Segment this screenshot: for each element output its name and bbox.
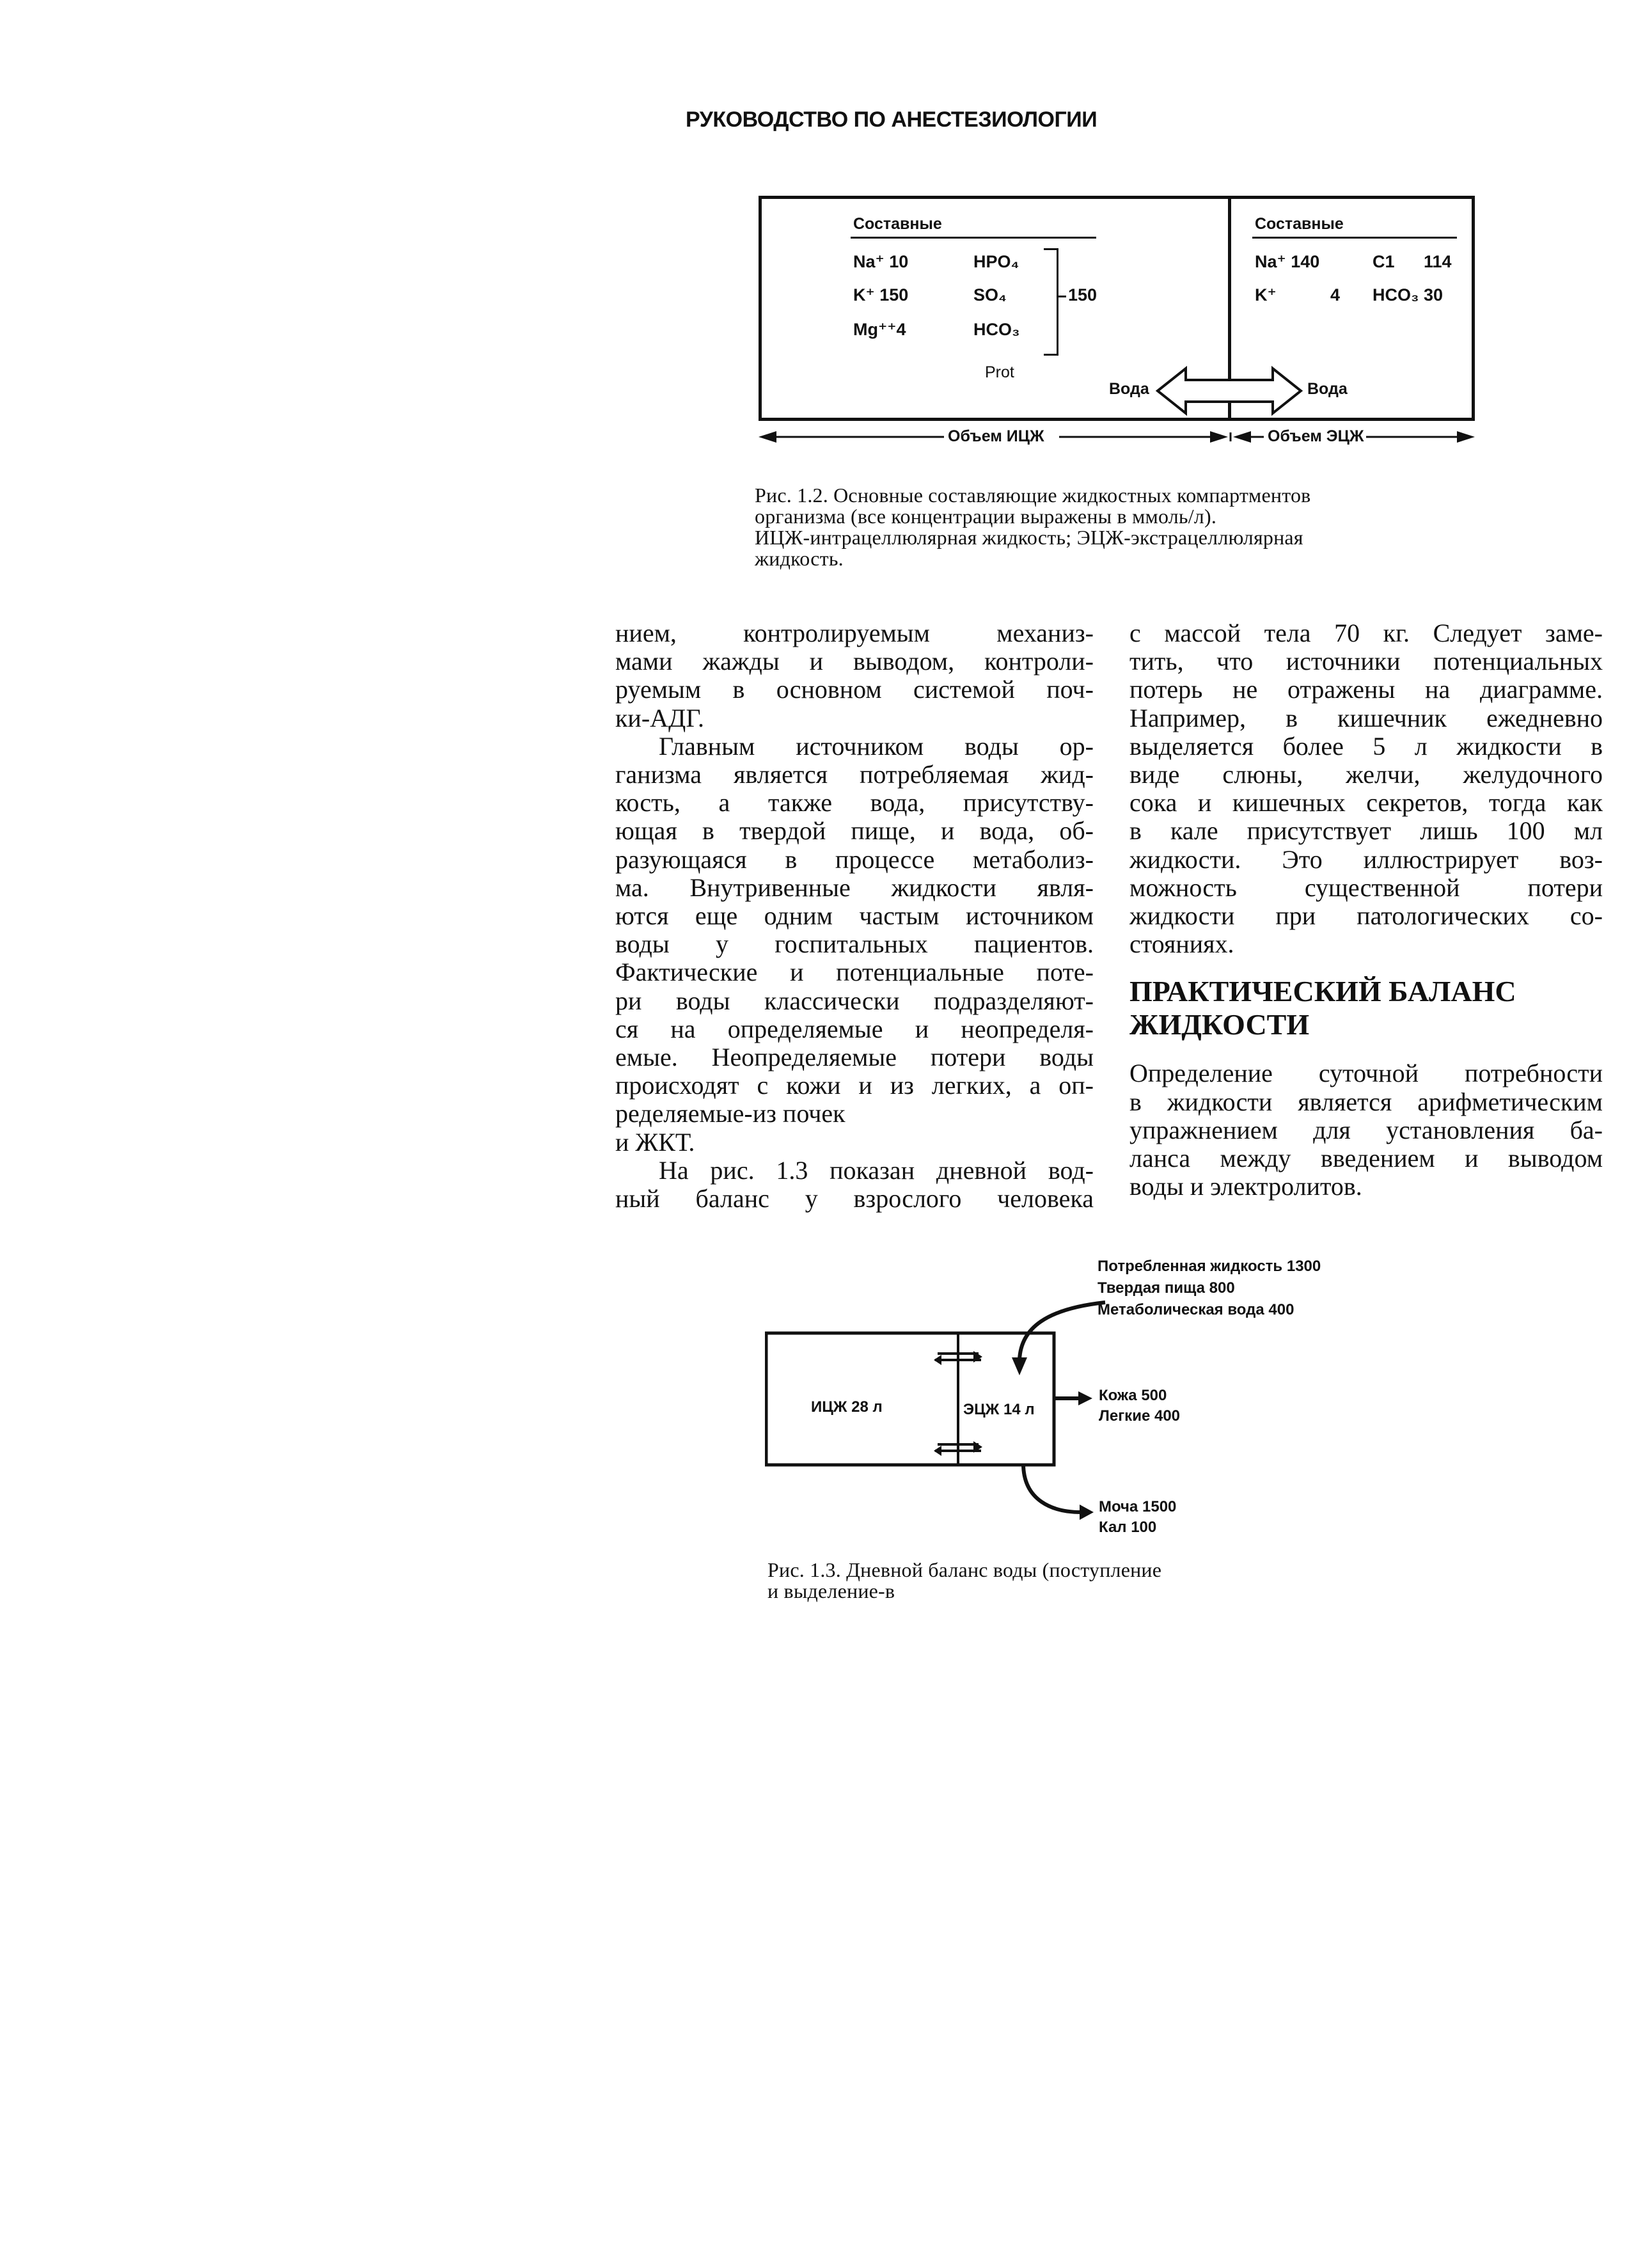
text-line: емые. Неопределяемые потери воды — [615, 1043, 1094, 1072]
section-title-line: ЖИДКОСТИ — [1129, 1008, 1310, 1041]
text-line: ся на определяемые и неопределя- — [615, 1014, 1094, 1043]
text-line: ются еще одним частым источником — [615, 901, 1094, 931]
text-line: упражнением для установления ба- — [1129, 1115, 1603, 1144]
text-line: нием, контролируемым механиз- — [615, 619, 1094, 647]
text-line: ма. Внутривенные жидкости явля- — [615, 873, 1094, 902]
icf-bracket-value: 150 — [1068, 285, 1097, 304]
icf-bracket-tick — [1058, 296, 1066, 297]
right-para-1 — [1129, 619, 1603, 958]
text-line: жидкости при патологических со- — [1129, 901, 1603, 931]
text-line: На рис. 1.3 показан дневной вод- — [659, 1155, 1094, 1185]
water-exchange-double-arrow — [1155, 366, 1303, 416]
text-line: выделяется более 5 л жидкости в — [1129, 731, 1603, 761]
icf-cation-k: K⁺ 150 — [853, 285, 909, 304]
text-line: ри воды классически подразделяют- — [615, 986, 1094, 1015]
ecf-volume-label: ЭЦЖ 14 л — [963, 1401, 1035, 1418]
water-left-label: Вода — [1109, 380, 1149, 398]
text-line: разующаяся в процессе метаболиз- — [615, 844, 1094, 874]
text-line: жидкости. Это иллюстрирует воз- — [1129, 844, 1603, 874]
ecf-anion-hco3: HCO₃ 30 — [1373, 285, 1444, 304]
section-title — [1129, 975, 1603, 1041]
ecf-cation-na: Na⁺ 140 — [1255, 252, 1320, 271]
text-line: с массой тела 70 кг. Следует заме- — [1129, 619, 1603, 647]
text-line: ределяемые-из почек — [615, 1099, 846, 1128]
text-line: Определение суточной потребности — [1129, 1059, 1603, 1088]
ecf-header-underline — [1252, 237, 1457, 239]
text-line: тить, что источники потенциальных — [1129, 647, 1603, 676]
text-line: в жидкости является арифметическим — [1129, 1087, 1603, 1116]
output-skin-label: Кожа 500 — [1099, 1387, 1167, 1404]
caption12-line: организма (все концентрации выражены в ммоль/л). — [755, 505, 1217, 528]
text-line: можность существенной потери — [1129, 873, 1603, 902]
running-head: РУКОВОДСТВО ПО АНЕСТЕЗИОЛОГИИ — [686, 107, 1097, 132]
output-lungs-label: Легкие 400 — [1099, 1407, 1181, 1425]
icf-cation-mg: Mg⁺⁺4 — [853, 320, 906, 339]
left-para-3 — [615, 1157, 1094, 1213]
icf-anion-hco3: HCO₃ — [973, 320, 1020, 339]
left-para-1 — [615, 619, 1094, 732]
icf-anion-so4: SO₄ — [973, 285, 1007, 304]
volume-icf-label: Объем ИЦЖ — [948, 427, 1044, 445]
figure-1-2 — [759, 196, 1477, 455]
text-line: ки-АДГ. — [615, 703, 704, 732]
text-line: ганизма является потребляемая жид- — [615, 760, 1094, 789]
ecf-anion-cl: C1 — [1373, 252, 1395, 271]
text-line: стояниях. — [1129, 929, 1234, 959]
icf-cation-na: Na⁺ 10 — [853, 252, 909, 271]
caption13-line: и выделение-в — [767, 1579, 895, 1602]
text-line: Главным источником воды ор- — [659, 731, 1094, 761]
text-line: виде слюны, желчи, желудочного — [1129, 760, 1603, 789]
text-line: воды и электролитов. — [1129, 1172, 1362, 1201]
figure-1-3 — [765, 1258, 1366, 1552]
icf-header: Составные — [853, 215, 942, 233]
ecf-header: Составные — [1255, 215, 1344, 233]
intake-metabolic-label: Метаболическая вода 400 — [1097, 1301, 1294, 1318]
text-line: происходят с кожи и из легких, а оп- — [615, 1071, 1094, 1100]
text-line: потерь не отражены на диаграмме. — [1129, 675, 1603, 704]
caption12-line: Рис. 1.2. Основные составляющие жидкостных компартментов — [755, 484, 1311, 507]
caption13-line: Рис. 1.3. Дневной баланс воды (поступление — [767, 1558, 1162, 1581]
ecf-anion-cl-value: 114 — [1424, 252, 1452, 271]
water-right-label: Вода — [1307, 380, 1348, 398]
icf-header-underline — [851, 237, 1096, 239]
text-line: воды у госпитальных пациентов. — [615, 929, 1094, 959]
volume-arrows — [759, 427, 1477, 446]
text-line: ющая в твердой пище, и вода, об- — [615, 816, 1094, 846]
figure-1-3-caption — [767, 1560, 1260, 1602]
text-line: в кале присутствует лишь 100 мл — [1129, 816, 1603, 846]
text-line: ный баланс у взрослого человека — [615, 1184, 1094, 1213]
text-line: Например, в кишечник ежедневно — [1129, 703, 1603, 732]
caption12-line: жидкость. — [755, 547, 844, 570]
ecf-cation-k-value: 4 — [1330, 285, 1341, 304]
text-line: и ЖКТ. — [615, 1127, 695, 1157]
icf-volume-label: ИЦЖ 28 л — [811, 1398, 883, 1416]
intake-fluid-label: Потребленная жидкость 1300 — [1097, 1258, 1321, 1275]
ecf-cation-k: K⁺ — [1255, 285, 1277, 304]
section-title-line: ПРАКТИЧЕСКИЙ БАЛАНС — [1129, 975, 1516, 1008]
text-line: руемым в основном системой поч- — [615, 675, 1094, 704]
text-line: сока и кишечных секретов, тогда как — [1129, 788, 1603, 818]
left-para-2 — [615, 732, 1094, 1157]
text-line: мами жажды и выводом, контроли- — [615, 647, 1094, 676]
caption12-line: ИЦЖ-интрацеллюлярная жидкость; ЭЦЖ-экстрацеллюлярная — [755, 526, 1303, 549]
left-column — [615, 619, 1094, 1213]
text-line: кость, а также вода, присутству- — [615, 788, 1094, 818]
right-para-2 — [1129, 1059, 1603, 1201]
text-line: Фактические и потенциальные поте- — [615, 958, 1094, 987]
icf-anion-bracket — [1044, 248, 1058, 356]
right-column — [1129, 619, 1603, 1201]
icf-protein-label: Prot — [985, 363, 1014, 381]
figure-1-2-caption — [755, 485, 1477, 569]
output-stool-label: Кал 100 — [1099, 1519, 1157, 1536]
volume-ecf-label: Объем ЭЦЖ — [1268, 427, 1364, 445]
output-urine-label: Моча 1500 — [1099, 1498, 1177, 1515]
text-line: ланса между введением и выводом — [1129, 1144, 1603, 1173]
icf-anion-hpo4: HPO₄ — [973, 252, 1019, 271]
intake-food-label: Твердая пища 800 — [1097, 1279, 1235, 1297]
